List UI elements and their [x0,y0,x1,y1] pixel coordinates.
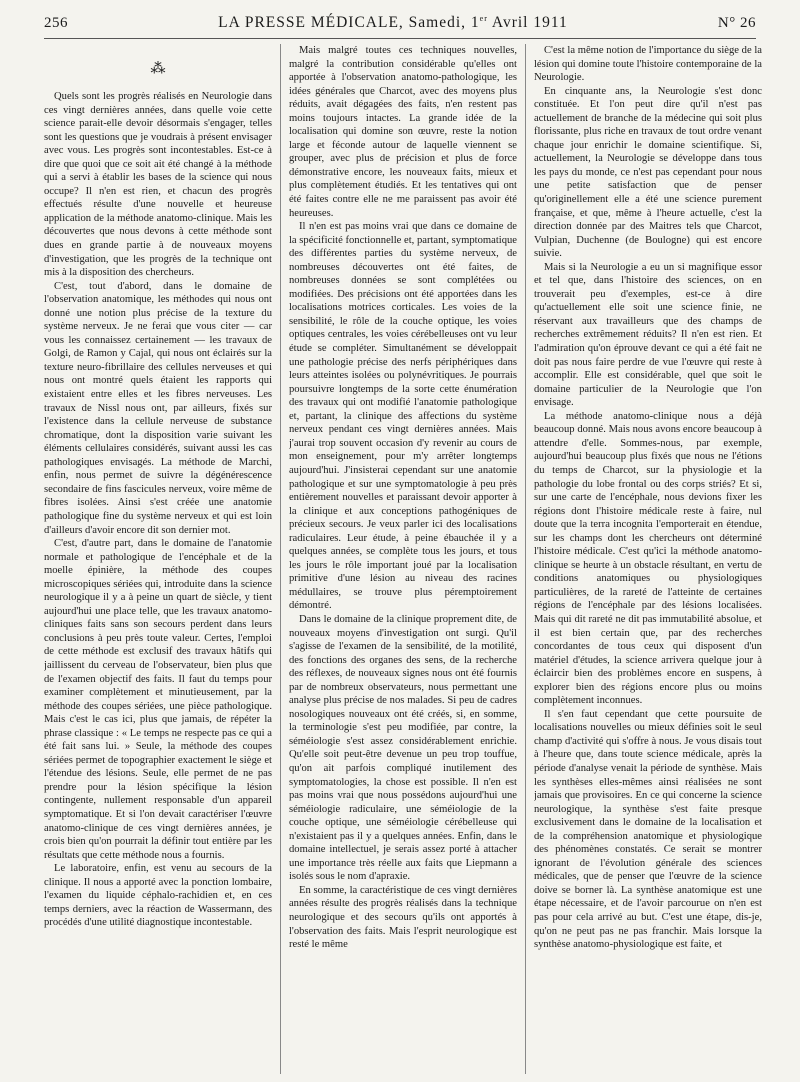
paragraph: Il s'en faut cependant que cette poursuite de localisations nouvelles ou mieux définies soit le seul champ d'activité qui s'offre à nous. Je vous disais tout à l'heure que, dans toute science médicale, après la période d'analyse venait la période de synthèse. Mais les synthèses elles-mêmes ainsi réalisées ne sont jamais que provisoires. En ce qui concerne la science neurologique, la synthèse s'est faite presque exclusivement dans le domaine de la localisation et de la compréhension anatomique et physiologique des phénomènes constatés. Ce serait se montrer ignorant de l'évolution générale des sciences médicales, que de penser que l'œuvre de la science doive se borner là. La synthèse anatomique est une étape nécessaire, et de l'avoir parcourue on n'en est pas pour cela arrivé au but. C'est une étape, dis-je, qu'on ne peut pas ne pas franchir. Mais lorsque la synthèse anatomo-physiologique est faite, et [533,708,762,951]
paragraph: Il n'en est pas moins vrai que dans ce domaine de la spécificité fonctionnelle et, partant, symptomatique des différentes parties du système nerveux, de nombreuses découvertes ont été faites, de nombreuses données se sont complétées ou modifiées. Des précisions ont été apportées dans les localisations motrices corticales. Les voies de la sensibilité, le rôle de la couche optique, les voies optiques centrales, les voies cérébelleuses ont vu leur étude se compléter. Simultanément se développait une pathologie précise des nerfs périphériques dans leurs atteintes isolées ou polynévritiques. Je pourrais poursuivre longtemps de la sorte cette énumération des travaux qui ont modifié l'anatomie pathologique et, partant, la clinique des affections du système nerveux pendant ces vingt dernières années. Mais j'aurai trop souvent occasion d'y revenir au cours de mon enseignement, pour m'y arrêter longtemps aujourd'hui. J'insisterai cependant sur une anatomie pathologique et sur une symptomatologie à peu près entièrement nouvelles et paraissant devoir apporter à la clinique et aux conceptions pathogéniques de précieux secours. Je veux parler ici des localisations radiculaires. Leur étude, à peine ébauchée il y a quelques années, se complète tous les jours, et tous les jours le rôle important joué par la localisation primitive d'une lésion au niveau des racines médullaires, se trouve plus péremptoirement démontré. [288,221,517,612]
paragraph: C'est la même notion de l'importance du siège de la lésion qui domine toute l'histoire contemporaine de la Neurologie. [533,45,762,84]
page-number: 256 [44,15,68,32]
paragraph: Quels sont les progrès réalisés en Neurologie dans ces vingt dernières années, dans quelle voie cette science parait-elle devoir désormais s'engager, telles sont les questions que je voudrais à présent envisager avec vous. Les progrès sont incontestables. Est-ce à dire que quoi que ce soit ait été changé à la méthode qui a servi à établir les bases de la science qui nous occupe? Il n'en est rien, et chacun des progrès effectués résulte d'une nouvelle et heureuse application de la méthode anatomo-clinique. Mais les découvertes que nous devons à cette méthode sont dues en grande partie à de nouveaux moyens d'investigation, que les progrès de la technique ont mis à la disposition des chercheurs. [44,91,273,279]
column-3 [534,44,762,1074]
paragraph: C'est, tout d'abord, dans le domaine de l'observation anatomique, les méthodes qui nous ont donné une notion plus précise de la texture du système nerveux. Je ne ferai que vous citer — car vous les connaissez certainement — les travaux de Golgi, de Ramon y Cajal, qui nous ont éclairés sur la texture neuro-fibrillaire des cellules nerveuses et qui nous ont montré quels étaient les rapports qui existaient entre elles et les fibres nerveuses. Les travaux de Nissl nous ont, par ailleurs, fixés sur l'existence dans la cellule nerveuse de substance chromatique, dont la disposition varie suivant les éléments cellulaires considérés, suivant aussi les cas pathologiques envisagés. La méthode de Marchi, enfin, nous permet de suivre la dégénérescence secondaire de fins fascicules nerveux, voire même de fibres isolées. Ainsi s'est créée une anatomie pathologique fine du système nerveux et qui est loin d'ailleurs d'avoir encore dit son dernier mot. [44,280,273,536]
asterism-icon: ⁂ [150,61,166,77]
paragraph: Dans le domaine de la clinique proprement dite, de nouveaux moyens d'investigation ont surgi. Qu'il s'agisse de l'examen de la sensibilité, de la motilité, des fonctions des organes des sens, de la recherche des réflexes, de nouveaux signes nous ont été fournis par de nombreux observateurs, nous permettant une analyse plus précise de nos malades. Si peu de cadres nosologiques nouveaux ont été créés, si, en somme, la terminologie s'est peu modifiée, par contre, la séméiologie s'est assez considérablement enrichie. Qu'elle soit peut-être devenue un peu trop touffue, qu'on ait parfois compliqué inutilement des symptomatologies, la chose est possible. Il n'en est pas moins vrai que nous possédons aujourd'hui une séméiologie radiculaire, une séméiologie de la couche optique, une séméiologie cérébelleuse qui n'existaient pas il y a quelques années. Enfin, dans le domaine intellectuel, je serais assez porté à attacher une importance très réelle aux faits que Liepmann a isolés sous le nom d'apraxie. [288,613,517,883]
paragraph: La méthode anatomo-clinique nous a déjà beaucoup donné. Mais nous avons encore beaucoup à attendre d'elle. Sommes-nous, par exemple, aujourd'hui beaucoup plus fixés que nous ne l'étions du temps de Charcot, sur la physiologie et la pathologie du lobe frontal ou des corps striés? Et si, sur une carte de l'encéphale, nous devions fixer les régions dont l'histoire médicale reste à faire, nul doute que la terra incognita l'emporterait en étendue, sur les champs dont les chercheurs ont déterminé l'histoire médicale. C'est qu'ici la méthode anatomo-clinique se heurte à un obstacle résultant, en vertu de conditions anatomiques ou physiologiques particulières, de la rareté de l'atteinte de certaines régions de l'encéphale par des lésions localisées. Mais qui dit rareté ne dit pas immutabilité absolue, et il est bien certain que, par des recherches concordantes de tous ceux qui disposent d'un matériel d'études, la science arrivera quelque jour à éclaircir bien des problèmes encore en suspens, à explorer bien des régions encore plus ou moins complètement inconnues. [533,410,762,707]
journal-date: Avril 1911 [487,14,568,32]
paragraph: En somme, la caractéristique de ces vingt dernières années résulte des progrès réalisés dans la technique neurologique et des secours qu'ils ont apportés à l'observation des faits. Mais l'esprit neurologique est resté le même [288,884,517,951]
paragraph: C'est, d'autre part, dans le domaine de l'anatomie normale et pathologique de l'encéphale et de la moelle épinière, la méthode des coupes microscopiques sériées qui, introduite dans la science neurologique il y a à peine un quart de siècle, y tient aujourd'hui une place telle, que les travaux anatomo-cliniques faits sans son secours perdent dans leurs conclusions à peu près toute valeur. Certes, l'emploi de cette méthode est exclusif des travaux hâtifs qui jaillissent du cerveau de l'observateur, bien plus que de l'examen objectif des faits. Il faut du temps pour examiner complètement et minutieusement, par la méthode des coupes sériées, une pièce pathologique. Mais c'est le cas ici, plus que jamais, de répéter la phrase classique : « Le temps ne respecte pas ce qui a été fait sans lui. » Seule, la méthode des coupes sériées permet de topographier exactement le siège et l'étendue des lésions. Seule, elle permet de ne pas prendre pour la lésion spécifique la lésion contingente, nullement responsable d'un appareil symptomatique. Et si l'on devait caractériser l'œuvre anatomo-clinique de ces vingt dernières années, je crois bien qu'on pourrait la définir tout entière par les résultats que cette méthode nous a fournis. [44,538,273,861]
paragraph: En cinquante ans, la Neurologie s'est donc constituée. Et l'on peut dire qu'il n'est pas actuellement de branche de la médecine qui soit plus florissante, plus riche en travaux de tout ordre venant chaque jour enrichir le domaine scientifique. Si, actuellement, la Neurologie se développe dans tous les pays du monde, ce n'est pas cependant pour nous une petite satisfaction que de penser qu'originellement elle a été une science purement française, et que, même à l'heure actuelle, c'est la direction donnée par des Maitres tels que Charcot, Vulpian, Duchenne (de Boulogne) qui est encore suivie. [533,85,762,260]
issue-number: N° 26 [717,15,756,32]
journal-title-text: LA PRESSE MÉDICALE, Samedi, 1 [218,14,480,32]
column-1 [44,44,272,1074]
paragraph: Mais si la Neurologie a eu un si magnifique essor et tel que, dans l'histoire des sciences, on en trouverait peu d'exemples, est-ce à dire qu'actuellement elle soit une science finie, ne réservant aux travailleurs que des champs de recherches extrêmement réduits? Il n'en est rien. Et l'admiration qu'on éprouve devant ce qui a été fait ne doit pas nous faire perdre de vue l'œuvre qui reste à accomplir. Elle est considérable, quel que soit le domaine particulier de la Neurologie que l'on envisage. [533,261,762,409]
journal-title [218,14,568,32]
paragraph: Mais malgré toutes ces techniques nouvelles, malgré la contribution considérable qu'elles ont apportée à l'observation anatomo-pathologique, les idées générales que Charcot, avec des moyens plus réduits, avait dégagées des faits, n'en restent pas moins toujours intactes. La grande idée de la localisation qui domine son œuvre, reste la notion large et féconde autour de laquelle viennent se grouper, avec plus de précision et plus de force démonstrative encore, les nouveaux faits, mieux et plus complètement étudiés. Et les tentatives qui ont été faites contre elle ne me paraissent pas avoir été heureuses. [288,45,517,219]
header-rule [44,38,756,39]
date-superscript: er [479,14,488,23]
paragraph: Le laboratoire, enfin, est venu au secours de la clinique. Il nous a apporté avec la ponction lombaire, l'examen du liquide céphalo-rachidien et, en ces temps derniers, avec la réaction de Wassermann, des procédés d'une utilité diagnostique incontestable. [44,863,273,929]
column-2 [289,44,517,1074]
column-divider [280,44,281,1074]
article-body [44,44,762,1074]
section-ornament [44,44,272,90]
page-header [44,14,756,36]
column-divider [525,44,526,1074]
